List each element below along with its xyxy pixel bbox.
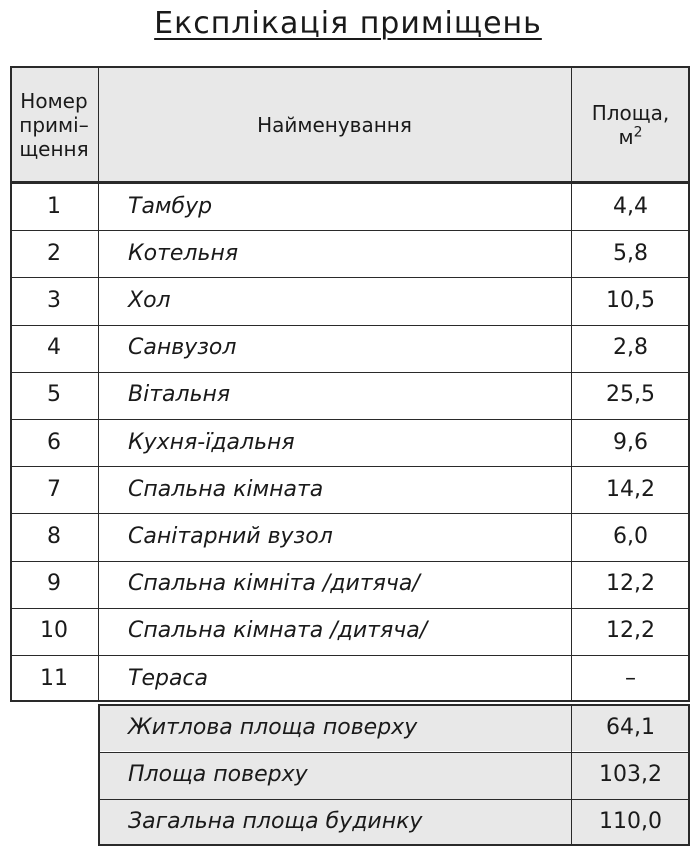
header-area <box>571 66 690 183</box>
column-rule <box>571 66 572 702</box>
room-number: 5 <box>47 382 61 408</box>
room-name: Тераса <box>128 665 208 691</box>
row-rule <box>10 466 690 467</box>
page-title: Експлікація приміщень <box>154 6 542 41</box>
header-number-line: щення <box>19 136 89 161</box>
room-area: – <box>625 665 636 691</box>
row-rule <box>10 561 690 562</box>
row-rule <box>10 513 690 514</box>
row-rule <box>10 325 690 326</box>
room-area: 10,5 <box>606 287 655 313</box>
header-area-unit <box>592 125 670 149</box>
header-area-text: Площа, <box>591 100 670 125</box>
room-number: 6 <box>47 429 61 455</box>
room-area: 2,8 <box>613 335 648 361</box>
total-name: Житлова площа поверху <box>98 704 571 751</box>
room-name: Хол <box>128 287 171 313</box>
total-name: Площа поверху <box>98 752 571 799</box>
header-number-line: Номер <box>20 88 88 113</box>
room-number: 1 <box>47 193 61 219</box>
room-name: Санвузол <box>128 335 237 361</box>
total-area: 103,2 <box>571 752 690 799</box>
room-number: 3 <box>47 287 61 313</box>
room-number: 9 <box>47 571 61 597</box>
row-rule <box>10 372 690 373</box>
header-number-line: примі– <box>19 112 89 137</box>
room-area: 25,5 <box>606 382 655 408</box>
header-name: Найменування <box>98 66 571 183</box>
room-name: Кухня-їдальня <box>128 429 295 455</box>
room-name: Котельня <box>128 240 239 266</box>
row-rule <box>10 655 690 656</box>
room-number: 10 <box>40 618 68 644</box>
header-number-label <box>19 89 88 161</box>
room-area: 4,4 <box>613 193 648 219</box>
room-area: 6,0 <box>613 523 648 549</box>
room-name: Вітальня <box>128 382 231 408</box>
row-rule <box>10 608 690 609</box>
column-rule <box>571 704 572 846</box>
row-rule <box>98 752 690 753</box>
room-number: 8 <box>47 523 61 549</box>
row-rule <box>98 799 690 800</box>
total-name: Загальна площа будинку <box>98 799 571 846</box>
room-name: Спальна кімната <box>128 476 324 502</box>
area-unit: м <box>618 124 634 149</box>
room-name: Спальна кімніта /дитяча/ <box>128 571 420 597</box>
room-name: Тамбур <box>128 193 213 219</box>
room-name: Спальна кімната /дитяча/ <box>128 618 428 644</box>
room-number: 11 <box>40 665 68 691</box>
room-number: 7 <box>47 476 61 502</box>
header-area-label <box>592 101 670 149</box>
room-number: 4 <box>47 335 61 361</box>
column-rule <box>98 66 99 702</box>
room-area: 5,8 <box>613 240 648 266</box>
total-area: 64,1 <box>571 704 690 751</box>
total-area: 110,0 <box>571 799 690 846</box>
room-area: 12,2 <box>606 618 655 644</box>
room-number: 2 <box>47 240 61 266</box>
room-area: 14,2 <box>606 476 655 502</box>
row-rule <box>10 419 690 420</box>
room-area: 9,6 <box>613 429 648 455</box>
room-area: 12,2 <box>606 571 655 597</box>
room-name: Санітарний вузол <box>128 523 333 549</box>
row-rule <box>10 277 690 278</box>
area-unit-superscript: 2 <box>633 123 643 140</box>
row-rule <box>10 230 690 231</box>
header-number <box>10 66 98 183</box>
